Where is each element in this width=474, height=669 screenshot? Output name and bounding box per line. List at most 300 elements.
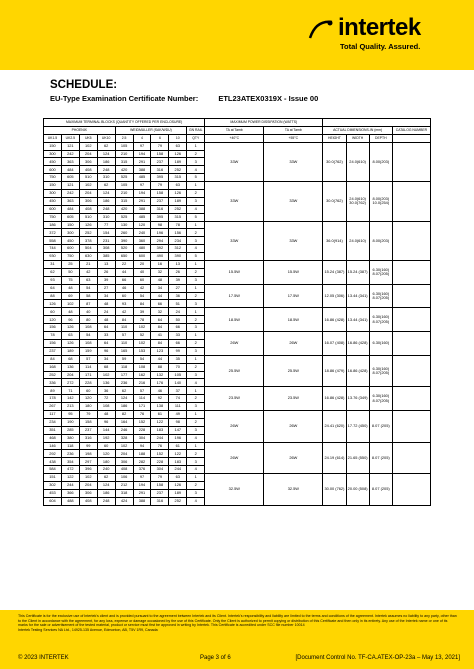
table-cell: 292 (44, 450, 62, 458)
table-cell: 48 (97, 300, 115, 308)
footer-disclaimer (18, 614, 458, 632)
table-cell: 40 (79, 308, 97, 316)
table-cell: 2 (187, 316, 205, 324)
schedule-table-wrapper (43, 118, 431, 506)
group-width-cell: 24.0(610) (346, 142, 369, 181)
table-cell: 177 (115, 371, 133, 379)
table-cell: 584 (44, 466, 62, 474)
table-cell: 750 (44, 213, 62, 221)
table-cell: 234 (44, 418, 62, 426)
table-cell: 5 (187, 253, 205, 261)
table-cell: 63 (61, 332, 79, 340)
table-cell: 158 (151, 190, 169, 198)
table-cell: 84 (151, 339, 169, 347)
table-cell: 336 (44, 379, 62, 387)
table-cell: 108 (97, 403, 115, 411)
table-cell: 450 (44, 158, 62, 166)
table-cell: 74 (169, 395, 187, 403)
footer-copyright: © 2023 INTERTEK (18, 655, 69, 661)
group-height-cell: 12.05 (306) (323, 284, 346, 308)
table-cell: 252 (169, 205, 187, 213)
group-height-cell: 30.00 (762) (323, 474, 346, 506)
table-cell: 97 (133, 182, 151, 190)
table-cell: 120 (133, 221, 151, 229)
table-cell: 16 (151, 261, 169, 269)
group-height-cell: 24.19 (614) (323, 442, 346, 474)
table-cell: 376 (133, 466, 151, 474)
table-cell: 60 (115, 292, 133, 300)
table-row (44, 387, 431, 395)
table-cell: 194 (133, 190, 151, 198)
table-cell: 2 (187, 395, 205, 403)
table-cell: 79 (79, 410, 97, 418)
table-cell: 308 (97, 245, 115, 253)
footer-page-number: Page 3 of 6 (200, 655, 231, 661)
group-p40-cell: 33W (205, 182, 264, 221)
certificate-number (50, 94, 318, 103)
table-cell: 186 (44, 221, 62, 229)
table-cell: 36 (169, 292, 187, 300)
table-cell: 408 (79, 497, 97, 505)
table-cell: 2 (187, 481, 205, 489)
table-cell: 168 (44, 363, 62, 371)
table-cell: 48 (61, 284, 79, 292)
table-cell: 57 (115, 332, 133, 340)
table-cell: 180 (97, 458, 115, 466)
table-cell: 136 (97, 379, 115, 387)
disclaimer-text: This Certificate is for the exclusive use of Intertek's client and is provided pursuant to the agreement between Intertek and its Client. Intertek's responsibility and liability are limited to the terms and conditions of the agreement. Intertek assumes no liability to any party, other than to the Client in accordance with the agreement, for any loss, expense or damage occasioned by the use of this Certificate. Only the Client is authorized to permit copying or distribution of this Certificate and then only in its entirety. Any use of the Intertek name or one of its marks for the sale or advertisement of the tested material, product or service must first be approved in writing by Intertek. This Certificate is accredited under SCC file number 10014 (18, 614, 457, 628)
table-cell: 150 (44, 182, 62, 190)
table-cell: 63 (169, 474, 187, 482)
table-cell: 60 (79, 387, 97, 395)
table-cell: 285 (61, 426, 79, 434)
table-cell: 171 (79, 371, 97, 379)
table-cell: 388 (133, 205, 151, 213)
table-cell: 234 (169, 237, 187, 245)
table-cell: 744 (44, 245, 62, 253)
table-cell: 930 (44, 253, 62, 261)
table-cell: 244 (61, 481, 79, 489)
table-cell: 146 (44, 442, 62, 450)
table-cell: 240 (97, 466, 115, 474)
table-cell: 158 (79, 418, 97, 426)
table-cell: 1 (187, 355, 205, 363)
table-cell: 26 (97, 268, 115, 276)
table-cell: 36 (97, 387, 115, 395)
group-width-cell: 15.24 (387) (346, 261, 369, 285)
table-cell: 4 (187, 434, 205, 442)
table-cell: 138 (151, 403, 169, 411)
table-cell: 79 (151, 182, 169, 190)
table-cell: 70 (169, 363, 187, 371)
table-cell: 87 (79, 300, 97, 308)
table-cell: 61 (151, 410, 169, 418)
table-cell: 204 (79, 150, 97, 158)
table-cell: 395 (151, 213, 169, 221)
table-cell: 186 (97, 158, 115, 166)
table-cell: 248 (97, 205, 115, 213)
group-width-cell: 13.44 (341) (346, 308, 369, 332)
table-cell: 605 (61, 213, 79, 221)
table-cell: 33 (169, 332, 187, 340)
table-cell: 34 (151, 284, 169, 292)
intertek-arc-icon (308, 18, 334, 40)
group-p55-cell: 18.5W (264, 308, 323, 332)
table-cell: 71 (61, 387, 79, 395)
table-cell: 600 (133, 253, 151, 261)
group-p40-cell: 25.5W (205, 355, 264, 387)
table-cell: 89 (44, 387, 62, 395)
table-cell: 13 (169, 261, 187, 269)
table-cell: 102 (79, 142, 97, 150)
table-cell: 62 (97, 142, 115, 150)
table-cell: 3 (187, 276, 205, 284)
header-ta40: TA at Tamb (205, 126, 264, 134)
table-cell: 450 (44, 197, 62, 205)
table-cell: 62 (97, 474, 115, 482)
table-cell: 186 (97, 197, 115, 205)
table-cell: 192 (97, 434, 115, 442)
table-cell: 2 (187, 229, 205, 237)
table-cell: 188 (133, 450, 151, 458)
table-cell: 242 (61, 190, 79, 198)
table-cell: 40 (133, 268, 151, 276)
table-cell: 153 (133, 347, 151, 355)
header-power-dissipation: MAXIMUM POWER DISSIPATION (WATTS) (205, 119, 323, 127)
table-cell: 372 (44, 229, 62, 237)
table-cell: 300 (44, 150, 62, 158)
table-cell: 450 (61, 237, 79, 245)
table-cell: 126 (61, 324, 79, 332)
table-cell: 424 (115, 497, 133, 505)
table-cell: 42 (133, 284, 151, 292)
table-cell: 204 (79, 481, 97, 489)
table-cell: 304 (133, 434, 151, 442)
table-row (44, 410, 431, 418)
table-cell: 111 (169, 403, 187, 411)
table-cell: 228 (133, 426, 151, 434)
column-header: +55°C (264, 134, 323, 142)
table-cell: 84 (115, 316, 133, 324)
table-cell: 105 (115, 182, 133, 190)
table-cell: 3 (187, 458, 205, 466)
table-cell: 3 (187, 347, 205, 355)
table-cell: 68 (97, 363, 115, 371)
table-cell: 72 (97, 395, 115, 403)
table-cell: 54 (133, 292, 151, 300)
table-cell: 114 (79, 363, 97, 371)
table-row (44, 142, 431, 150)
table-cell: 237 (151, 158, 169, 166)
table-cell: 282 (133, 458, 151, 466)
table-cell: 150 (44, 142, 62, 150)
table-cell: 99 (79, 442, 97, 450)
table-cell: 196 (169, 434, 187, 442)
table-cell: 84 (151, 324, 169, 332)
table-cell: 190 (61, 418, 79, 426)
table-cell: 210 (115, 190, 133, 198)
column-header: UK10 (97, 134, 115, 142)
table-cell: 198 (79, 450, 97, 458)
table-cell: 189 (61, 347, 79, 355)
group-height-cell: 36.0(914) (323, 221, 346, 260)
table-cell: 117 (44, 410, 62, 418)
table-cell: 212 (115, 481, 133, 489)
header-catalog: CATALOG NUMBER (392, 126, 430, 134)
table-cell: 54 (79, 332, 97, 340)
table-cell: 260 (115, 229, 133, 237)
table-cell: 504 (79, 245, 97, 253)
table-cell: 604 (44, 497, 62, 505)
table-cell: 3 (187, 371, 205, 379)
table-cell: 2 (187, 190, 205, 198)
table-cell: 316 (151, 497, 169, 505)
table-cell: 480 (133, 245, 151, 253)
table-cell: 510 (79, 174, 97, 182)
table-cell: 294 (151, 237, 169, 245)
table-cell: 237 (151, 489, 169, 497)
table-cell: 118 (115, 363, 133, 371)
table-cell: 78 (44, 332, 62, 340)
table-cell: 156 (169, 229, 187, 237)
group-p55-cell: 32.5W (264, 474, 323, 506)
table-cell: 64 (97, 339, 115, 347)
table-cell: 366 (61, 489, 79, 497)
table-cell: 124 (97, 190, 115, 198)
group-catalog-cell (392, 442, 430, 474)
table-cell: 380 (61, 434, 79, 442)
group-p40-cell: 26W (205, 332, 264, 356)
table-cell: 1 (187, 142, 205, 150)
table-cell: 60 (44, 308, 62, 316)
group-p40-cell: 33W (205, 221, 264, 260)
group-p40-cell: 26W (205, 442, 264, 474)
group-depth-cell: 6.30(160) 8.07(205) (369, 261, 392, 285)
table-cell: 248 (97, 166, 115, 174)
table-cell: 488 (61, 497, 79, 505)
table-cell: 388 (133, 166, 151, 174)
table-cell: 121 (61, 182, 79, 190)
table-cell: 79 (151, 474, 169, 482)
table-cell: 64 (97, 324, 115, 332)
table-cell: 315 (115, 158, 133, 166)
table-cell: 44 (115, 268, 133, 276)
table-cell: 61 (169, 442, 187, 450)
table-cell: 244 (169, 466, 187, 474)
header-phoenix: PHOENIX (44, 126, 116, 134)
schedule-table (43, 118, 431, 506)
table-cell: 4 (187, 466, 205, 474)
table-cell: 76 (151, 442, 169, 450)
table-cell: 42 (115, 308, 133, 316)
table-cell: 392 (151, 245, 169, 253)
table-cell: 408 (79, 205, 97, 213)
table-cell: 51 (169, 300, 187, 308)
table-cell: 306 (79, 158, 97, 166)
table-cell: 39 (169, 276, 187, 284)
table-cell: 302 (44, 481, 62, 489)
table-cell: 408 (115, 466, 133, 474)
header-ta55: TA at Tamb (264, 126, 323, 134)
column-header: HEIGHT (323, 134, 346, 142)
table-cell: 297 (79, 458, 97, 466)
table-row (44, 308, 431, 316)
table-cell: 147 (169, 426, 187, 434)
group-p55-cell: 26W (264, 332, 323, 356)
table-cell: 80 (79, 316, 97, 324)
table-cell: 84 (44, 355, 62, 363)
table-cell: 4 (187, 497, 205, 505)
group-width-cell: 17.72 (450) (346, 410, 369, 442)
table-cell: 4 (187, 166, 205, 174)
table-cell: 82 (115, 410, 133, 418)
table-cell: 4 (187, 379, 205, 387)
group-depth-cell: 8.00(203) (369, 221, 392, 260)
table-row (44, 284, 431, 292)
table-cell: 62 (115, 387, 133, 395)
table-cell: 122 (169, 450, 187, 458)
table-cell: 44 (151, 292, 169, 300)
table-cell: 378 (79, 237, 97, 245)
table-cell: 20 (133, 261, 151, 269)
table-cell: 242 (61, 150, 79, 158)
table-cell: 34 (97, 355, 115, 363)
header-weidmuller: WEIDMULLER (SAK/WDU) (115, 126, 187, 134)
certificate-label: EU-Type Examination Certificate Number: (50, 94, 199, 103)
table-cell: 102 (115, 442, 133, 450)
group-width-cell: 21.65 (550) (346, 442, 369, 474)
table-cell: 2 (187, 418, 205, 426)
table-cell: 2 (187, 150, 205, 158)
table-cell: 144 (97, 426, 115, 434)
table-cell: 510 (79, 213, 97, 221)
table-cell: 246 (115, 426, 133, 434)
table-cell: 48 (97, 410, 115, 418)
group-catalog-cell (392, 221, 430, 260)
table-cell: 231 (97, 237, 115, 245)
table-cell: 236 (115, 379, 133, 387)
table-cell: 600 (44, 166, 62, 174)
table-cell: 385 (97, 253, 115, 261)
group-catalog-cell (392, 308, 430, 332)
table-cell: 237 (79, 426, 97, 434)
table-cell: 2 (187, 339, 205, 347)
table-cell: 2 (187, 268, 205, 276)
table-cell: 194 (133, 481, 151, 489)
column-header: WIDTH (346, 134, 369, 142)
table-cell: 272 (61, 379, 79, 387)
table-cell: 189 (169, 197, 187, 205)
table-cell: 152 (151, 450, 169, 458)
table-row (44, 182, 431, 190)
table-cell: 1 (187, 221, 205, 229)
table-cell: 32 (151, 268, 169, 276)
table-cell: 46 (115, 284, 133, 292)
table-cell: 3 (187, 158, 205, 166)
table-cell: 267 (44, 403, 62, 411)
table-cell: 204 (115, 450, 133, 458)
group-depth-cell: 6.30(160) 8.07(205) (369, 308, 392, 332)
table-cell: 252 (169, 497, 187, 505)
table-cell: 5 (187, 213, 205, 221)
group-catalog-cell (392, 387, 430, 411)
group-catalog-cell (392, 261, 430, 285)
column-header: UK5 (79, 134, 97, 142)
table-cell: 291 (133, 489, 151, 497)
group-p55-cell: 33W (264, 142, 323, 181)
table-cell: 96 (61, 316, 79, 324)
table-cell: 52 (133, 332, 151, 340)
table-cell: 159 (79, 347, 97, 355)
group-catalog-cell (392, 332, 430, 356)
table-cell: 26 (169, 268, 187, 276)
table-cell: 525 (115, 213, 133, 221)
group-height-cell: 16.86 (428) (323, 308, 346, 332)
column-header: 2.5 (115, 134, 133, 142)
table-cell: 99 (169, 347, 187, 355)
table-cell: 216 (133, 379, 151, 387)
group-height-cell: 30.0(762) (323, 182, 346, 221)
table-cell: 183 (169, 458, 187, 466)
table-cell: 605 (61, 174, 79, 182)
table-cell: 94 (133, 442, 151, 450)
table-cell: 162 (133, 371, 151, 379)
table-cell: 126 (44, 300, 62, 308)
table-cell: 316 (151, 166, 169, 174)
table-cell: 105 (115, 142, 133, 150)
table-cell: 5 (187, 174, 205, 182)
table-cell: 306 (79, 197, 97, 205)
table-cell: 244 (151, 434, 169, 442)
table-cell: 59 (115, 355, 133, 363)
table-cell: 22 (115, 261, 133, 269)
group-p40-cell: 33W (205, 142, 264, 181)
table-cell: 122 (151, 418, 169, 426)
table-cell: 57 (79, 355, 97, 363)
group-p55-cell: 25.5W (264, 355, 323, 387)
table-cell: 63 (79, 276, 97, 284)
table-cell: 152 (133, 418, 151, 426)
table-cell: 78 (169, 221, 187, 229)
table-cell: 310 (97, 213, 115, 221)
table-cell: 360 (133, 237, 151, 245)
table-cell: 650 (115, 253, 133, 261)
table-cell: 57 (133, 387, 151, 395)
table-cell: 485 (133, 213, 151, 221)
table-cell: 363 (61, 158, 79, 166)
table-row (44, 474, 431, 482)
table-cell: 106 (115, 474, 133, 482)
table-cell: 60 (133, 276, 151, 284)
table-cell: 69 (61, 292, 79, 300)
group-catalog-cell (392, 410, 430, 442)
table-cell: 158 (151, 150, 169, 158)
table-cell: 27 (169, 284, 187, 292)
table-cell: 1 (187, 332, 205, 340)
table-cell: 108 (133, 363, 151, 371)
table-cell: 3 (187, 300, 205, 308)
table-cell: 54 (79, 284, 97, 292)
table-cell: 130 (115, 221, 133, 229)
table-cell: 1 (187, 474, 205, 482)
table-cell: 291 (133, 197, 151, 205)
group-p55-cell: 33W (264, 221, 323, 260)
table-cell: 228 (151, 458, 169, 466)
table-cell: 123 (151, 347, 169, 355)
table-cell: 62 (44, 268, 62, 276)
table-cell: 34 (97, 292, 115, 300)
group-width-cell: 13.76 (349) (346, 387, 369, 411)
